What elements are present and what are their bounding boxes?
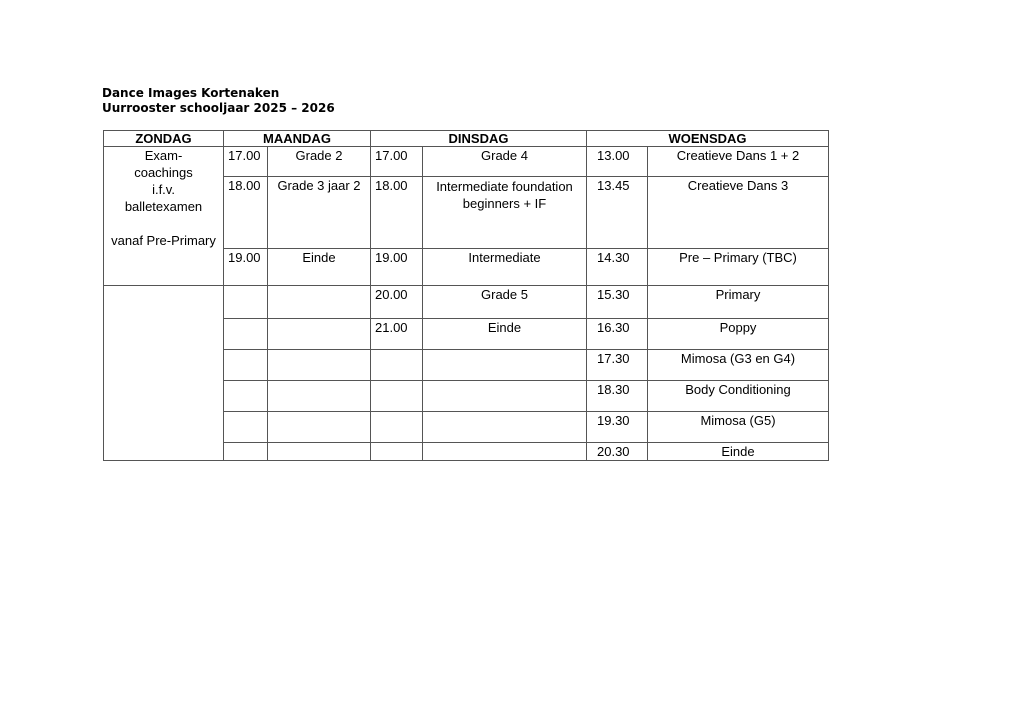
wednesday-class-cell: Mimosa (G5) (648, 412, 829, 443)
wednesday-time-cell: 13.00 (587, 147, 648, 177)
tuesday-time-cell (371, 412, 423, 443)
tuesday-time-cell: 21.00 (371, 319, 423, 350)
school-name: Dance Images Kortenaken (102, 86, 280, 100)
monday-time-cell: 19.00 (224, 249, 268, 286)
wednesday-class-cell: Creatieve Dans 1 + 2 (648, 147, 829, 177)
tuesday-class-cell (423, 350, 587, 381)
header-sunday: ZONDAG (104, 131, 224, 147)
tuesday-class-cell (423, 381, 587, 412)
wednesday-time-cell: 13.45 (587, 177, 648, 249)
tuesday-class-cell: Einde (423, 319, 587, 350)
monday-class-cell (268, 319, 371, 350)
wednesday-time-cell: 14.30 (587, 249, 648, 286)
sunday-note-line: coachings (134, 165, 193, 180)
tuesday-class-cell (423, 412, 587, 443)
tuesday-time-cell: 18.00 (371, 177, 423, 249)
tuesday-time-cell (371, 443, 423, 461)
monday-class-cell: Grade 3 jaar 2 (268, 177, 371, 249)
monday-class-cell (268, 286, 371, 319)
wednesday-time-cell: 16.30 (587, 319, 648, 350)
wednesday-time-cell: 18.30 (587, 381, 648, 412)
sunday-note-line: Exam- (144, 148, 183, 163)
tuesday-time-cell: 17.00 (371, 147, 423, 177)
monday-class-cell: Einde (268, 249, 371, 286)
wednesday-class-cell: Poppy (648, 319, 829, 350)
monday-class-cell: Grade 2 (268, 147, 371, 177)
wednesday-class-cell: Einde (648, 443, 829, 461)
monday-class-cell (268, 381, 371, 412)
tuesday-time-cell (371, 381, 423, 412)
header-wednesday: WOENSDAG (587, 131, 829, 147)
monday-time-cell (224, 412, 268, 443)
header-tuesday: DINSDAG (371, 131, 587, 147)
table-row (104, 286, 829, 319)
monday-time-cell (224, 443, 268, 461)
wednesday-class-cell: Primary (648, 286, 829, 319)
wednesday-time-cell: 19.30 (587, 412, 648, 443)
monday-class-cell (268, 350, 371, 381)
sunday-note-line (104, 215, 223, 232)
monday-time-cell (224, 319, 268, 350)
wednesday-class-cell: Mimosa (G3 en G4) (648, 350, 829, 381)
tuesday-class-cell: Intermediate foundation beginners + IF (423, 177, 587, 249)
wednesday-time-cell: 17.30 (587, 350, 648, 381)
schedule-table (103, 130, 829, 461)
sunday-note-cell (104, 147, 224, 286)
tuesday-class-cell: Grade 5 (423, 286, 587, 319)
tuesday-time-cell: 19.00 (371, 249, 423, 286)
header-row (104, 131, 829, 147)
wednesday-class-cell: Body Conditioning (648, 381, 829, 412)
header-monday: MAANDAG (224, 131, 371, 147)
wednesday-time-cell: 20.30 (587, 443, 648, 461)
monday-time-cell: 18.00 (224, 177, 268, 249)
tuesday-class-cell: Grade 4 (423, 147, 587, 177)
document-heading (102, 86, 335, 116)
monday-time-cell (224, 286, 268, 319)
wednesday-class-cell: Pre – Primary (TBC) (648, 249, 829, 286)
tuesday-time-cell (371, 350, 423, 381)
monday-class-cell (268, 443, 371, 461)
sunday-note-line: balletexamen (124, 199, 203, 214)
schedule-title: Uurrooster schooljaar 2025 – 2026 (102, 101, 335, 115)
sunday-empty-cell (104, 286, 224, 461)
monday-class-cell (268, 412, 371, 443)
tuesday-class-cell (423, 443, 587, 461)
monday-time-cell (224, 350, 268, 381)
sunday-note-line: i.f.v. (152, 182, 175, 197)
monday-time-cell: 17.00 (224, 147, 268, 177)
wednesday-class-cell: Creatieve Dans 3 (648, 177, 829, 249)
sunday-note-line: vanaf Pre-Primary (111, 233, 216, 248)
monday-time-cell (224, 381, 268, 412)
tuesday-time-cell: 20.00 (371, 286, 423, 319)
wednesday-time-cell: 15.30 (587, 286, 648, 319)
tuesday-class-cell: Intermediate (423, 249, 587, 286)
schedule-body (104, 147, 829, 461)
table-row (104, 147, 829, 177)
